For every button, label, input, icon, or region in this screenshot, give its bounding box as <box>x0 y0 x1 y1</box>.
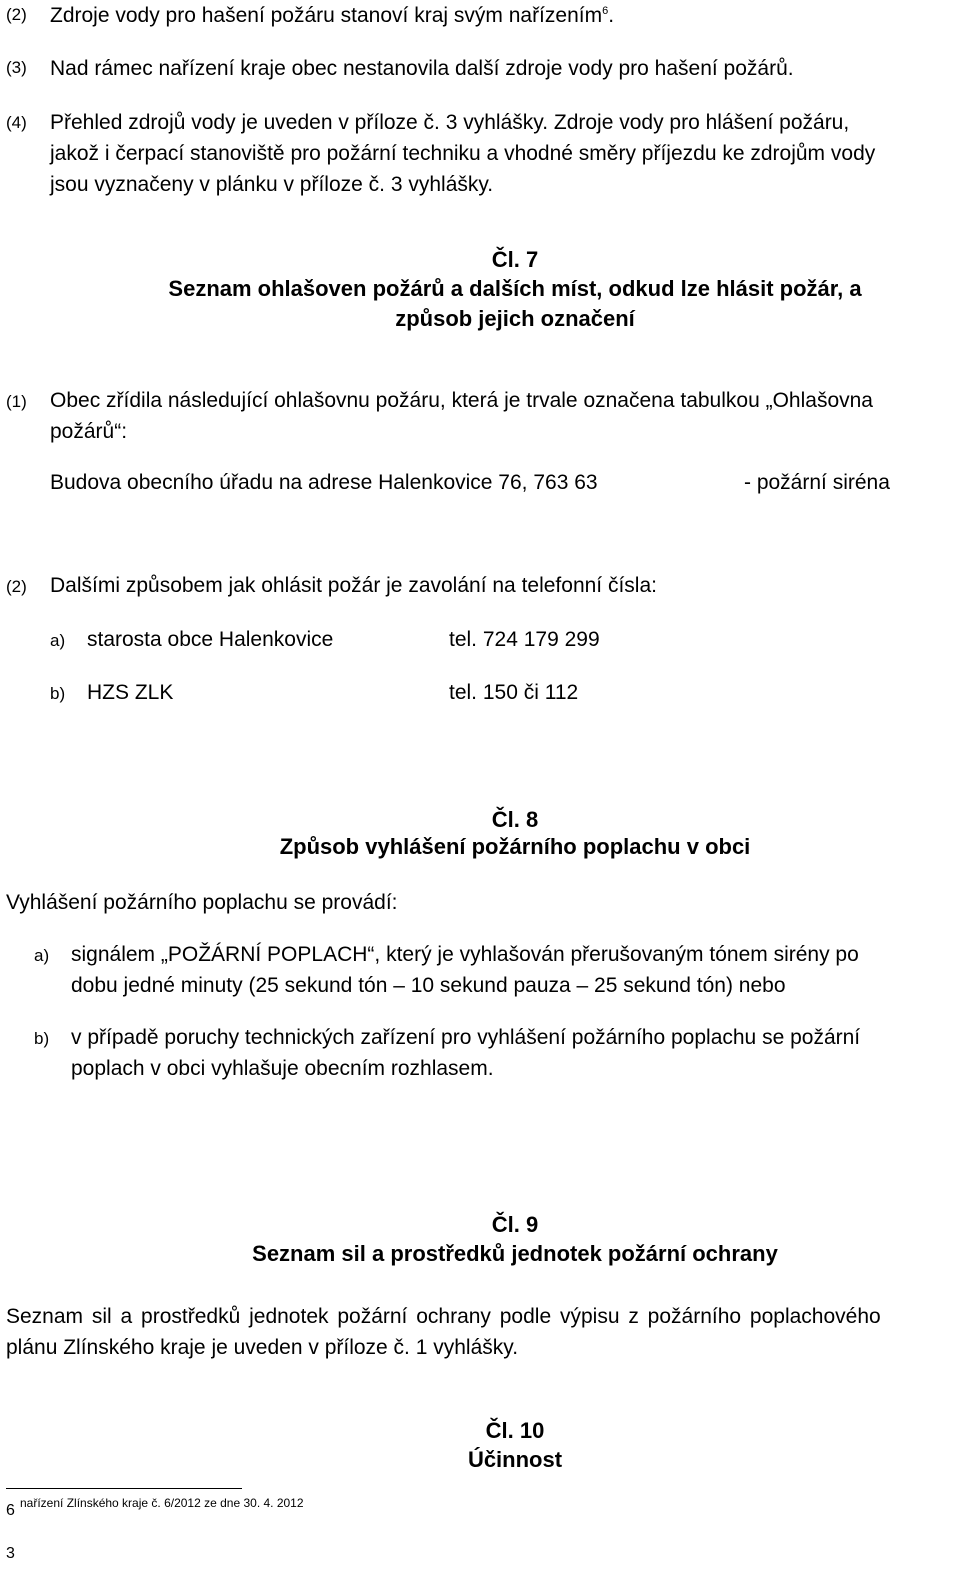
footnote-ref: 6 <box>602 5 609 17</box>
footnote-number: 6 <box>6 1502 15 1519</box>
list-marker: a) <box>50 631 66 650</box>
article-heading: Čl. 10 <box>485 1418 545 1443</box>
paragraph-number: (2) <box>6 577 27 596</box>
article-title: Seznam ohlašoven požárů a dalších míst, odkud lze hlásit požár, a <box>168 276 862 301</box>
paragraph-text <box>50 0 614 31</box>
article-title: Způsob vyhlášení požárního poplachu v obci <box>279 834 751 859</box>
paragraph-line: Seznam sil a prostředků jednotek požární ochrany podle výpisu z požárního poplachového <box>6 1305 881 1328</box>
list-line: signálem „POŽÁRNÍ POPLACH“, který je vyhlašován přerušovaným tónem sirény po <box>71 943 859 966</box>
list-marker: b) <box>34 1029 50 1048</box>
paragraph-text: Nad rámec nařízení kraje obec nestanovila další zdroje vody pro hašení požárů. <box>50 57 794 80</box>
article-heading: Čl. 7 <box>491 247 539 272</box>
paragraph-number: (2) <box>6 5 27 24</box>
list-marker: b) <box>50 684 66 703</box>
list-line: v případě poruchy technických zařízení pro vyhlášení požárního poplachu se požární <box>71 1026 861 1049</box>
paragraph-number: (3) <box>6 58 27 77</box>
paragraph-line: jsou vyznačeny v plánku v příloze č. 3 vyhlášky. <box>50 173 494 196</box>
list-line: poplach v obci vyhlašuje obecním rozhlasem. <box>71 1057 494 1080</box>
fire-siren: - požární siréna <box>744 471 890 494</box>
paragraph-text: Dalšími způsobem jak ohlásit požár je zavolání na telefonní čísla: <box>50 574 657 597</box>
paragraph-line: požárů“: <box>50 420 128 443</box>
paragraph-number: (4) <box>6 113 27 132</box>
contact-phone: tel. 150 či 112 <box>449 681 579 704</box>
paragraph-text: Vyhlášení požárního poplachu se provádí: <box>6 891 398 914</box>
paragraph-line: jakož i čerpací stanoviště pro požární techniku a vhodné směry příjezdu ke zdrojům vody <box>50 142 876 165</box>
list-marker: a) <box>34 946 50 965</box>
contact-phone: tel. 724 179 299 <box>449 628 600 651</box>
list-line: dobu jedné minuty (25 sekund tón – 10 sekund pauza – 25 sekund tón) nebo <box>71 974 786 997</box>
article-title: Účinnost <box>467 1447 563 1472</box>
fire-station-address: Budova obecního úřadu na adrese Halenkovice 76, 763 63 <box>50 471 598 494</box>
paragraph-line: plánu Zlínského kraje je uveden v příloze č. 1 vyhlášky. <box>6 1336 519 1359</box>
paragraph-line: Přehled zdrojů vody je uveden v příloze č. 3 vyhlášky. Zdroje vody pro hlášení požáru, <box>50 111 850 134</box>
paragraph-text-main: Zdroje vody pro hašení požáru stanoví kraj svým nařízením <box>50 4 603 27</box>
article-heading: Čl. 9 <box>491 1212 539 1237</box>
contact-name: HZS ZLK <box>87 681 174 704</box>
article-title: způsob jejich označení <box>395 306 635 331</box>
contact-name: starosta obce Halenkovice <box>87 628 334 651</box>
page-number: 3 <box>6 1545 15 1562</box>
paragraph-number: (1) <box>6 392 27 411</box>
footnote-separator <box>6 1488 242 1489</box>
paragraph-line: Obec zřídila následující ohlašovnu požáru, která je trvale označena tabulkou „Ohlašovna <box>50 389 873 412</box>
article-title: Seznam sil a prostředků jednotek požární ochrany <box>252 1241 778 1266</box>
footnote-text: nařízení Zlínského kraje č. 6/2012 ze dne 30. 4. 2012 <box>20 1496 304 1510</box>
paragraph-text-end: . <box>608 4 615 27</box>
article-heading: Čl. 8 <box>491 807 539 832</box>
